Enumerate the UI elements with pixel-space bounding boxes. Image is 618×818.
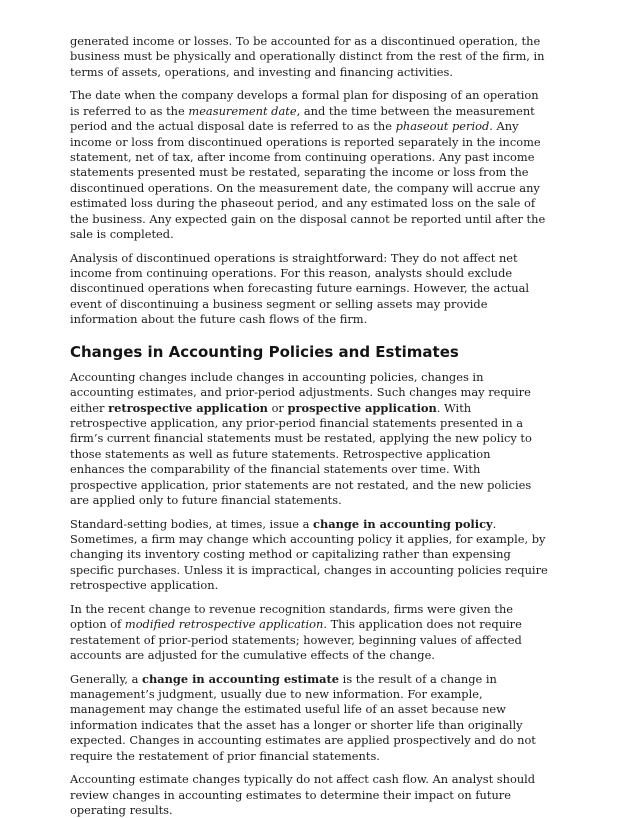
text-run: Analysis of discontinued operations is straightforward: They do not affect net income from continuing operations. For this reason, analysts should exclude discontinued operations when forecasting future earnings. However, the actual event of discontinuing a business segment or selling assets may provide information about the future cash flows of the firm.	[70, 250, 530, 327]
text-run: . With retrospective application, any prior-period financial statements presented in a firm’s current financial statements must be restated, applying the new policy to those statements as well as future statements. Retrospective application enhances the comparability of the financial statements over time. With prospective application, prior statements are not restated, and the new policies are applied only to future financial statements.	[70, 400, 532, 507]
text-run: generated income or losses. To be accounted for as a discontinued operation, the business must be physically and operationally distinct from the rest of the firm, in terms of assets, operations, and investing and financing activities.	[70, 34, 545, 79]
italic-term: phaseout period	[395, 119, 490, 134]
text-run: or	[267, 400, 288, 415]
text-run: The date when the company develops a formal plan for disposing of an operation is referred to as the	[70, 88, 539, 118]
body-paragraph	[70, 88, 548, 242]
body-paragraph	[70, 370, 548, 509]
text-run: Accounting changes include changes in accounting policies, changes in accounting estimates, and prior-period adjustments. Such changes may require either	[70, 369, 531, 415]
text-run: . This application does not require restatement of prior-period statements; however, beginning values of affected accounts are adjusted for the cumulative effects of the change.	[70, 617, 522, 662]
text-run: Generally, a	[70, 671, 143, 686]
italic-term: modified retrospective application	[124, 617, 324, 632]
bold-term: change in accounting estimate	[142, 671, 340, 686]
body-paragraph	[70, 251, 548, 328]
italic-term: measurement date	[188, 103, 297, 118]
text-run: Accounting estimate changes typically do not affect cash flow. An analyst should review changes in accounting estimates to determine their impact on future operating results.	[70, 772, 536, 817]
text-run: In the recent change to revenue recognition standards, firms were given the option of	[70, 601, 514, 632]
bold-term: prospective application	[287, 400, 437, 415]
bold-term: retrospective application	[108, 400, 268, 415]
section-heading: Changes in Accounting Policies and Estimates	[70, 342, 459, 361]
body-paragraph	[70, 602, 548, 664]
body-bottom	[70, 370, 548, 818]
body-paragraph	[70, 772, 548, 818]
text-run: . Sometimes, a firm may change which accounting policy it applies, for example, by changing its inventory costing method or capitalizing rather than expensing specific purchases. Unless it is impractical, changes in accounting policies require retrospective application.	[70, 516, 548, 593]
body-paragraph	[70, 672, 548, 764]
text-run: , and the time between the measurement period and the actual disposal date is referred to as the	[70, 103, 535, 134]
body-paragraph	[70, 34, 548, 80]
text-run: is the result of a change in management’s judgment, usually due to new information. For example, management may change the estimated useful life of an asset because new information indicates that the asset has a longer or shorter life than originally expected. Changes in accounting estimates are applied prospectively and do not require the restatement of prior financial statements.	[70, 671, 536, 763]
bold-term: change in accounting policy	[313, 516, 493, 531]
body-top	[70, 34, 548, 328]
text-run: . Any income or loss from discontinued operations is reported separately in the income statement, net of tax, after income from continuing operations. Any past income statements presented must be restated, separating the income or loss from the discontinued operations. On the measurement date, the company will accrue any estimated loss during the phaseout period, and any estimated loss on the sale of the business. Any expected gain on the disposal cannot be reported until after the sale is completed.	[70, 119, 546, 242]
text-run: Standard-setting bodies, at times, issue a	[70, 516, 314, 531]
body-paragraph	[70, 517, 548, 594]
